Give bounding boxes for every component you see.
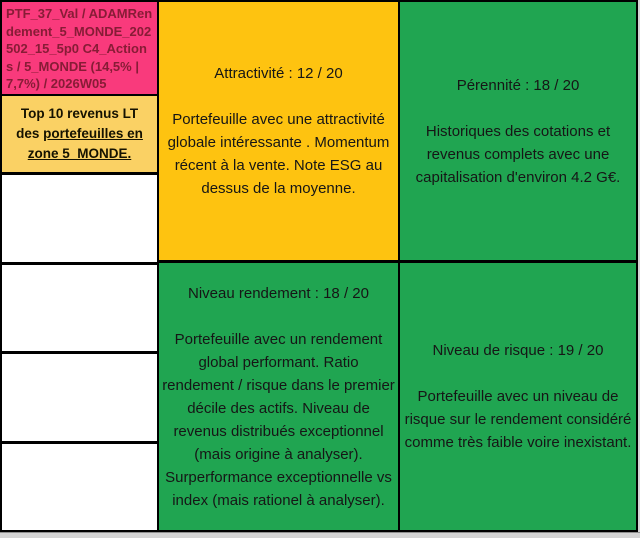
note-line1: Top 10 revenus LT des	[16, 106, 139, 141]
note-cell[interactable]	[2, 96, 157, 175]
rendement-body: Portefeuille avec un rendement global performant. Ratio rendement / risque dans le premier décile des actifs. Niveau de revenus distribués exceptionnel (mais origine à analyser). Surperformance exceptionnelle vs index (mais rationel à analyser).	[162, 330, 395, 509]
rendement-title: Niveau rendement : 18 / 20	[188, 284, 369, 302]
attractivite-cell[interactable]	[159, 2, 398, 263]
empty-cell[interactable]	[2, 354, 157, 444]
left-column	[2, 2, 159, 530]
rendement-cell[interactable]	[159, 263, 398, 530]
empty-cell[interactable]	[2, 444, 157, 531]
risque-title: Niveau de risque : 19 / 20	[432, 342, 604, 359]
perennite-body: Historiques des cotations et revenus complets avec une capitalisation d'environ 4.2 G€.	[415, 122, 621, 186]
right-column	[400, 2, 636, 530]
perennite-title: Pérennité : 18 / 20	[456, 76, 580, 94]
empty-cell[interactable]	[2, 175, 157, 265]
perennite-cell[interactable]	[400, 2, 636, 263]
middle-column	[159, 2, 400, 530]
attractivite-title: Attractivité : 12 / 20	[214, 65, 343, 82]
risque-body: Portefeuille avec un niveau de risque sur le rendement considéré comme très faible voire inexistant.	[404, 388, 632, 451]
note-text	[10, 104, 149, 164]
window-edge	[0, 532, 640, 538]
risque-cell[interactable]	[400, 263, 636, 530]
note-underlined: portefeuilles en zone 5_MONDE.	[27, 126, 143, 161]
empty-cell[interactable]	[2, 265, 157, 355]
attractivite-body: Portefeuille avec une attractivité globale intéressante . Momentum récent à la vente. Note ESG au dessus de la moyenne.	[167, 111, 390, 197]
portfolio-header-cell[interactable]: PTF_37_Val / ADAMRendement_5_MONDE_202502_15_5p0 C4_Actions / 5_MONDE (14,5% | 7,7%) / 2026W05	[2, 2, 157, 96]
